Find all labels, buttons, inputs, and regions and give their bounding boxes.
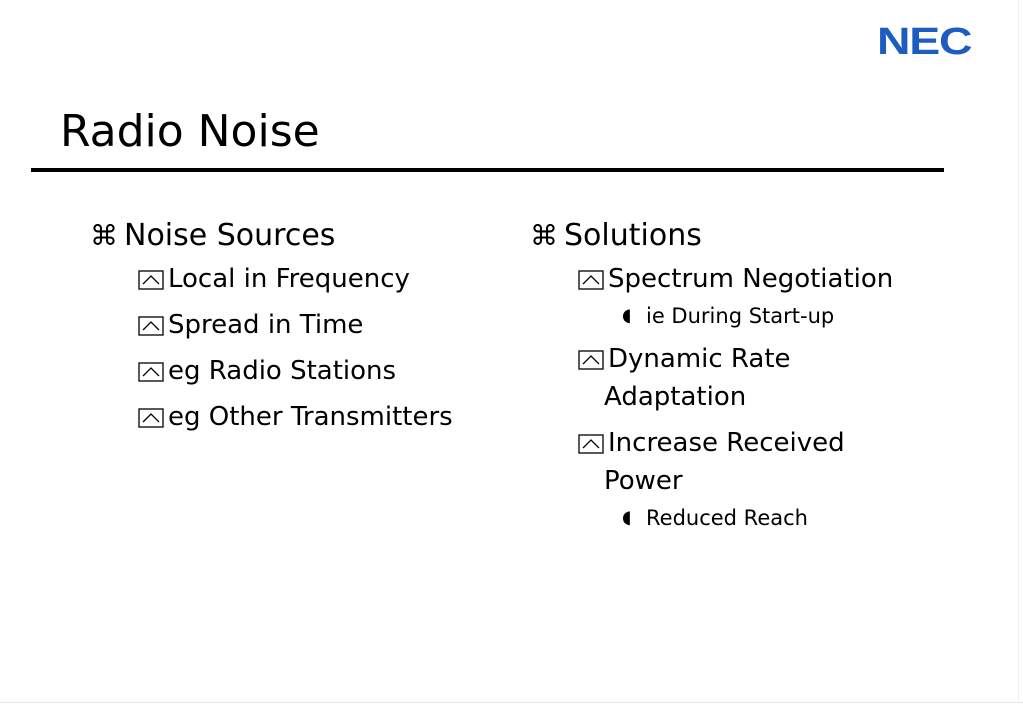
- solutions-column: [530, 214, 930, 534]
- boxed-chevron-icon: [138, 362, 164, 382]
- list-item: [136, 398, 500, 436]
- boxed-chevron-icon: [138, 408, 164, 428]
- slide-right-border: [1018, 0, 1019, 703]
- slide-title: Radio Noise: [60, 106, 320, 157]
- boxed-chevron-icon: [578, 350, 604, 370]
- solutions-heading: [530, 214, 930, 258]
- list-item-text: Local in Frequency: [168, 264, 410, 294]
- sub-list-item: [622, 502, 930, 534]
- list-item: [576, 260, 930, 298]
- list-item-text: Spread in Time: [168, 310, 364, 340]
- boxed-chevron-icon: [138, 316, 164, 336]
- list-item: [136, 306, 500, 344]
- command-key-icon: ⌘: [90, 219, 118, 252]
- list-item-text: eg Radio Stations: [168, 356, 397, 386]
- round-arrow-icon: ◖: [622, 507, 632, 528]
- boxed-chevron-icon: [578, 270, 604, 290]
- list-item-text: Dynamic Rate Adaptation: [604, 344, 791, 412]
- solutions-heading-text: Solutions: [564, 218, 702, 253]
- noise-sources-heading-text: Noise Sources: [124, 218, 336, 253]
- list-item: [136, 260, 500, 298]
- list-item: [136, 352, 500, 390]
- list-item: [576, 340, 848, 416]
- sub-list-item: [622, 300, 930, 332]
- noise-sources-column: [90, 214, 500, 436]
- noise-sources-heading: [90, 214, 500, 258]
- slide-bottom-border: [0, 702, 1023, 703]
- command-key-icon: ⌘: [530, 219, 558, 252]
- list-item-text: Spectrum Negotiation: [608, 264, 894, 294]
- sub-list-item-text: ie During Start-up: [646, 304, 835, 328]
- round-arrow-icon: ◖: [622, 305, 632, 326]
- list-item: [576, 424, 908, 500]
- nec-logo: NEC: [877, 21, 972, 63]
- sub-list-item-text: Reduced Reach: [646, 506, 808, 530]
- title-underline: [31, 168, 944, 172]
- list-item-text: eg Other Transmitters: [168, 402, 453, 432]
- boxed-chevron-icon: [138, 270, 164, 290]
- list-item-text: Increase Received Power: [604, 428, 845, 496]
- boxed-chevron-icon: [578, 434, 604, 454]
